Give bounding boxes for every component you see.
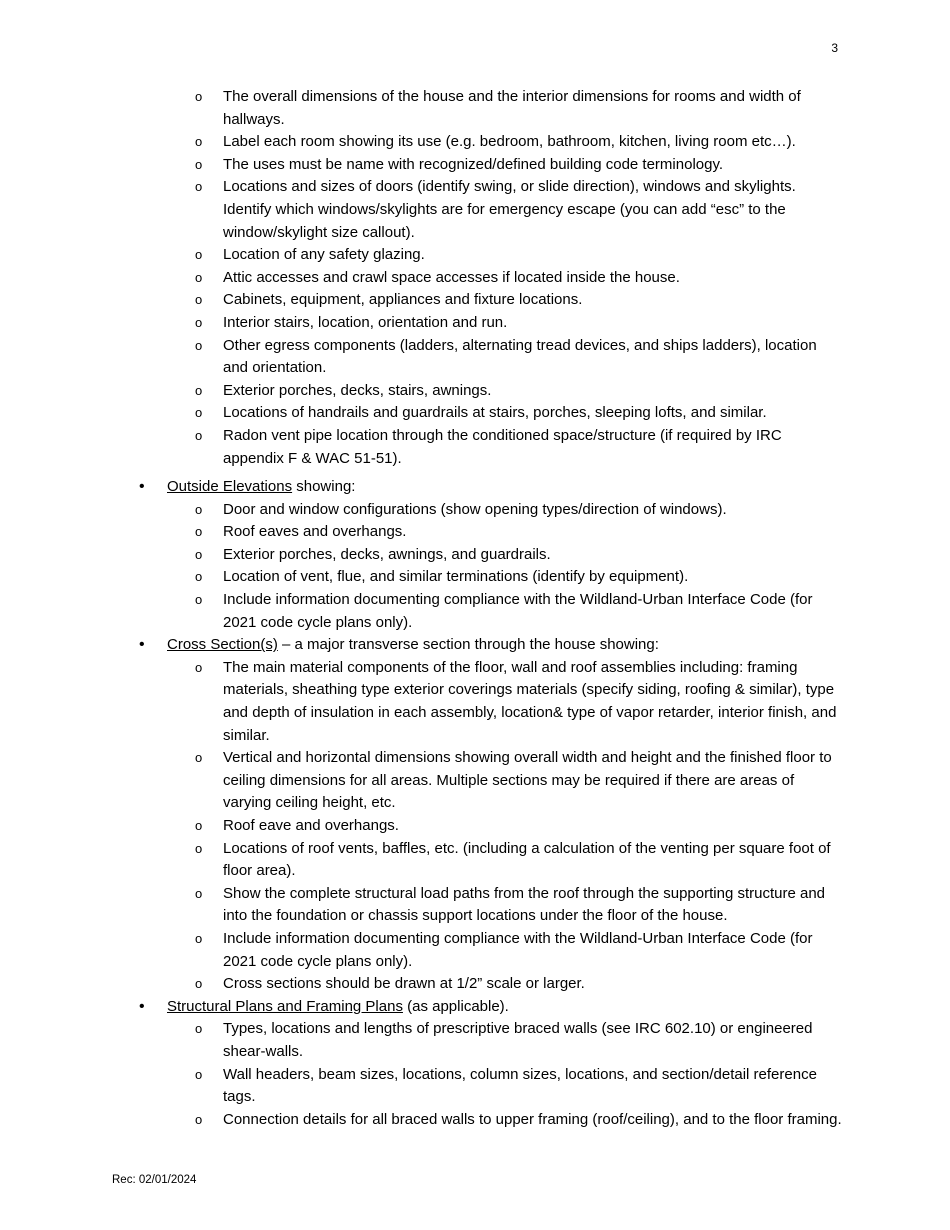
- sub-bullet-icon: o: [195, 1066, 203, 1082]
- section-outside-elevations: [0, 476, 950, 499]
- sub-bullet-icon: o: [195, 569, 203, 585]
- sub-bullet-icon: o: [195, 1111, 203, 1127]
- bullet-icon: •: [139, 478, 145, 496]
- sub-bullet-icon: o: [195, 840, 203, 856]
- sub-bullet-icon: o: [195, 592, 203, 608]
- cross-sections-list: [0, 657, 950, 996]
- sub-bullet-icon: o: [195, 314, 203, 330]
- list-item-text: The overall dimensions of the house and the interior dimensions for rooms and width of hallways.: [223, 88, 801, 128]
- list-item-text: Exterior porches, decks, awnings, and guardrails.: [223, 545, 551, 563]
- list-item-text: Include information documenting compliance with the Wildland-Urban Interface Code (for 2021 code cycle plans only).: [223, 591, 813, 631]
- section-heading-suffix: – a major transverse section through the house showing:: [277, 636, 659, 654]
- sub-bullet-icon: o: [195, 750, 203, 766]
- list-item: [0, 289, 950, 312]
- sub-bullet-icon: o: [195, 818, 203, 833]
- sub-bullet-icon: o: [195, 546, 203, 562]
- document-body: [0, 86, 950, 1131]
- section-structural-plans: [0, 996, 950, 1019]
- sub-bullet-icon: o: [195, 179, 203, 195]
- list-item-text: Locations of handrails and guardrails at stairs, porches, sleeping lofts, and similar.: [223, 404, 767, 422]
- list-item: [0, 838, 950, 883]
- section-heading: Cross Section(s): [167, 636, 278, 654]
- list-item-text: Roof eaves and overhangs.: [223, 523, 407, 541]
- list-item: [0, 973, 950, 996]
- list-item: [0, 566, 950, 589]
- revision-footer: Rec: 02/01/2024: [112, 1174, 197, 1186]
- list-item: [0, 815, 950, 838]
- list-item-text: Roof eave and overhangs.: [223, 817, 399, 834]
- bullet-icon: •: [139, 636, 145, 654]
- list-item-text: Types, locations and lengths of prescriptive braced walls (see IRC 602.10) or engineered shear-walls.: [223, 1020, 813, 1060]
- list-item-text: Cross sections should be drawn at 1/2” scale or larger.: [223, 975, 585, 993]
- list-item: [0, 335, 950, 380]
- section-cross-sections: [0, 634, 950, 657]
- section-heading: Structural Plans and Framing Plans: [167, 997, 403, 1015]
- list-item: [0, 521, 950, 544]
- list-item: [0, 312, 950, 335]
- list-item: [0, 244, 950, 267]
- sub-bullet-icon: o: [195, 885, 203, 901]
- list-item: [0, 380, 950, 403]
- floor-plan-list: [0, 86, 950, 470]
- list-item: [0, 86, 950, 131]
- list-item-text: Wall headers, beam sizes, locations, column sizes, locations, and section/detail reference tags.: [223, 1065, 817, 1106]
- list-item-text: Include information documenting compliance with the Wildland-Urban Interface Code (for 2021 code cycle plans only).: [223, 929, 813, 970]
- list-item-text: Attic accesses and crawl space accesses if located inside the house.: [223, 268, 680, 286]
- list-item: [0, 1109, 950, 1132]
- sub-bullet-icon: o: [195, 976, 203, 992]
- list-item-text: Locations and sizes of doors (identify swing, or slide direction), windows and skylights. Identify which windows/skylights are for emergency escape (you can add “esc” to the window/skylight size callout).: [223, 178, 796, 241]
- page-number: 3: [831, 41, 838, 55]
- list-item: [0, 267, 950, 290]
- list-item-text: Locations of roof vents, baffles, etc. (including a calculation of the venting per square foot of floor area).: [223, 839, 831, 880]
- list-item: [0, 425, 950, 470]
- list-item-text: The main material components of the floor, wall and roof assemblies including: framing materials, sheathing type exterior coverings materials (specify siding, roofing & similar), type and depth of insulation in each assembly, location& type of vapor retarder, interior finish, and similar.: [223, 658, 837, 744]
- sub-bullet-icon: o: [195, 1021, 203, 1037]
- outside-elevations-list: [0, 499, 950, 635]
- list-item-text: Exterior porches, decks, stairs, awnings.: [223, 381, 492, 399]
- list-item: [0, 1064, 950, 1109]
- list-item: [0, 402, 950, 425]
- sub-bullet-icon: o: [195, 524, 203, 540]
- list-item-text: Connection details for all braced walls to upper framing (roof/ceiling), and to the floor framing.: [223, 1110, 842, 1128]
- list-item-text: Cabinets, equipment, appliances and fixture locations.: [223, 291, 583, 309]
- sub-bullet-icon: o: [195, 659, 203, 675]
- sub-bullet-icon: o: [195, 427, 203, 443]
- sub-bullet-icon: o: [195, 269, 203, 285]
- list-item: [0, 499, 950, 522]
- list-item: [0, 1018, 950, 1063]
- bullet-icon: •: [139, 997, 145, 1015]
- list-item: [0, 544, 950, 567]
- list-item-text: Interior stairs, location, orientation and run.: [223, 313, 508, 331]
- list-item: [0, 928, 950, 973]
- sub-bullet-icon: o: [195, 89, 203, 104]
- sub-bullet-icon: o: [195, 156, 203, 172]
- sub-bullet-icon: o: [195, 382, 203, 398]
- list-item-text: The uses must be name with recognized/defined building code terminology.: [223, 155, 724, 173]
- sub-bullet-icon: o: [195, 292, 203, 308]
- structural-plans-list: [0, 1018, 950, 1131]
- list-item-text: Radon vent pipe location through the conditioned space/structure (if required by IRC appendix F & WAC 51-51).: [223, 426, 782, 467]
- list-item: [0, 131, 950, 154]
- sub-bullet-icon: o: [195, 134, 203, 150]
- section-heading: Outside Elevations: [167, 478, 293, 496]
- list-item-text: Location of any safety glazing.: [223, 246, 425, 264]
- section-heading-suffix: showing:: [292, 478, 356, 496]
- list-item-text: Label each room showing its use (e.g. bedroom, bathroom, kitchen, living room etc…).: [223, 133, 796, 151]
- list-item-text: Show the complete structural load paths from the roof through the supporting structure and into the foundation or chassis support locations under the floor of the house.: [223, 884, 826, 925]
- list-item-text: Other egress components (ladders, alternating tread devices, and ships ladders), location and orientation.: [223, 336, 817, 377]
- sub-bullet-icon: o: [195, 247, 203, 263]
- sub-bullet-icon: o: [195, 501, 203, 517]
- list-item: [0, 747, 950, 815]
- sub-bullet-icon: o: [195, 930, 203, 946]
- list-item: [0, 589, 950, 634]
- section-heading-suffix: (as applicable).: [402, 997, 509, 1015]
- list-item: [0, 883, 950, 928]
- list-item-text: Vertical and horizontal dimensions showing overall width and height and the finished floor to ceiling dimensions for all areas. Multiple sections may be required if there are areas of varying ceiling height, etc.: [223, 749, 832, 812]
- sub-bullet-icon: o: [195, 405, 203, 421]
- list-item: [0, 657, 950, 747]
- list-item-text: Location of vent, flue, and similar terminations (identify by equipment).: [223, 568, 689, 586]
- list-item: [0, 154, 950, 177]
- list-item-text: Door and window configurations (show opening types/direction of windows).: [223, 500, 727, 518]
- list-item: [0, 176, 950, 244]
- sub-bullet-icon: o: [195, 337, 203, 353]
